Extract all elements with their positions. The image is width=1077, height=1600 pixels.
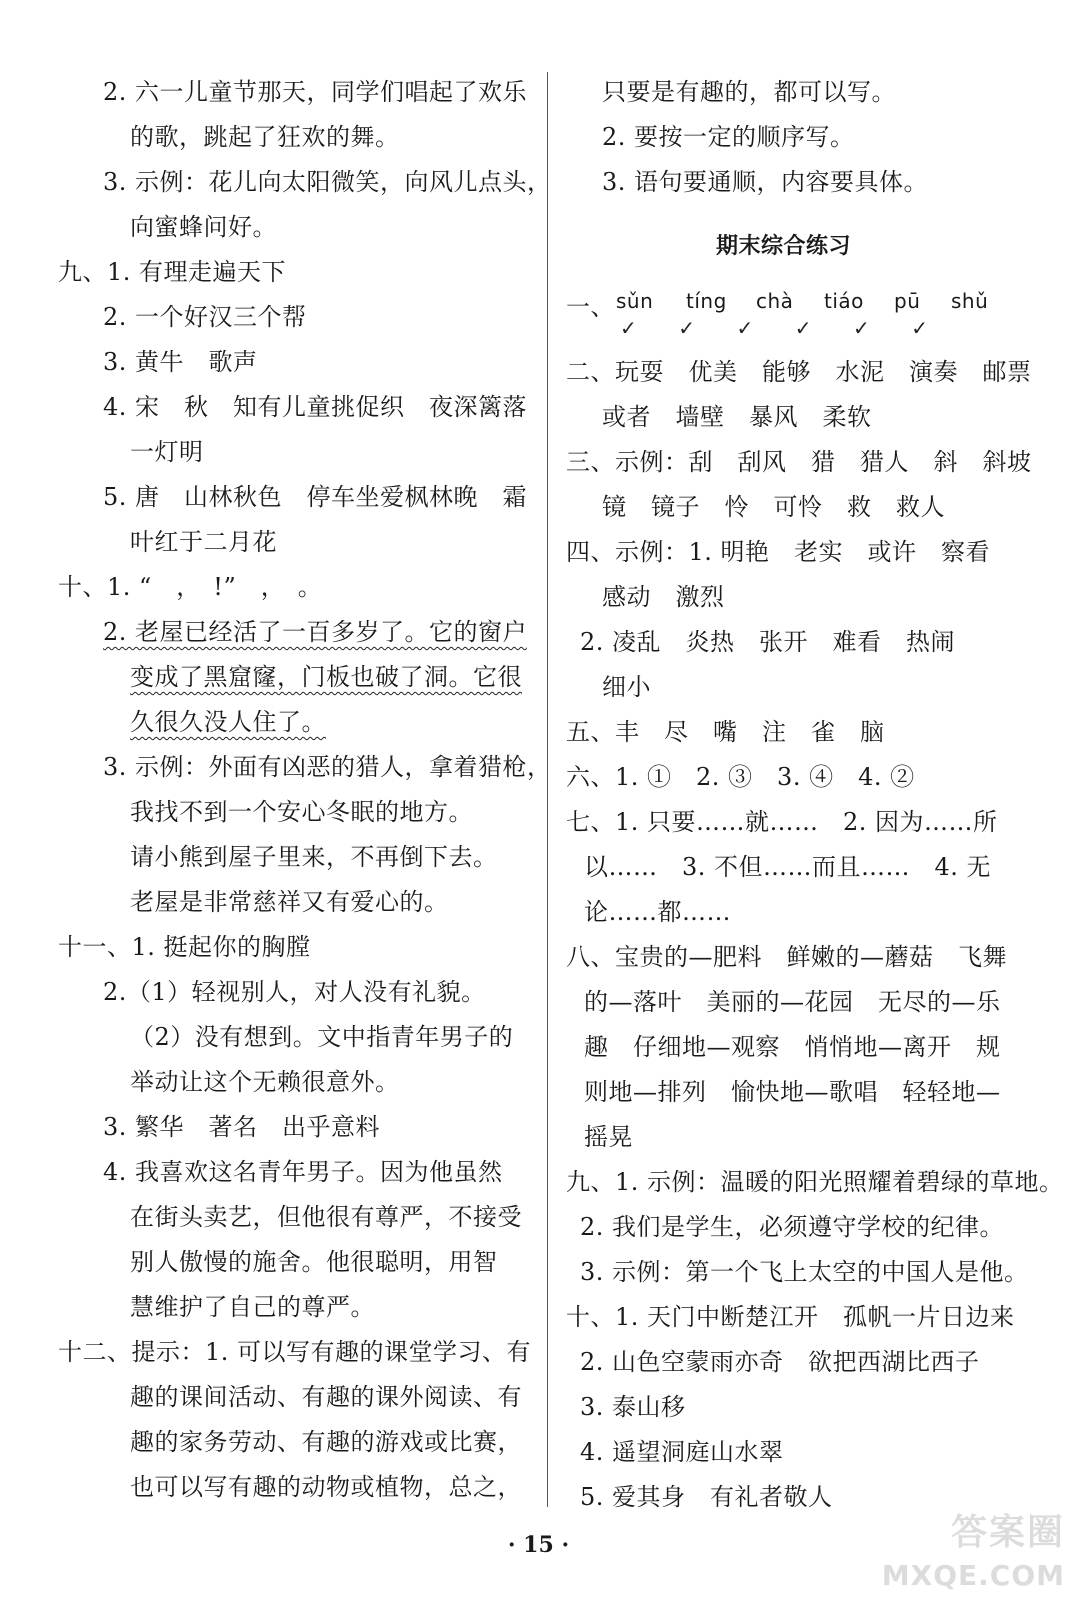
page-number: · 15 · — [507, 1532, 570, 1558]
answer-line: 叶红于二月花 — [130, 528, 277, 556]
answer-line: 3. 语句要通顺，内容要具体。 — [602, 168, 929, 196]
pinyin-item: pū — [894, 289, 921, 313]
answer-line: 2. 凌乱 炎热 张开 难看 热闹 — [580, 628, 956, 656]
answer-line: 十、1. “ ， !” ， 。 — [58, 573, 323, 601]
answer-line: 或者 墙壁 暴风 柔软 — [602, 403, 872, 431]
answer-line: 的—落叶 美丽的—花园 无尽的—乐 — [584, 988, 1001, 1016]
answer-line: 趣的家务劳动、有趣的游戏或比赛， — [130, 1428, 522, 1456]
answer-line: 六、1. ① 2. ③ 3. ④ 4. ② — [566, 763, 915, 791]
section-title: 期末综合练习 — [716, 234, 852, 259]
answer-line: 摇晃 — [584, 1123, 633, 1151]
answer-line: 4. 我喜欢这名青年男子。因为他虽然 — [103, 1158, 503, 1186]
answer-line: 3. 示例：外面有凶恶的猎人，拿着猎枪， — [103, 753, 552, 781]
watermark-logo — [881, 1504, 1065, 1592]
answer-line: 4. 宋 秋 知有儿童挑促织 夜深篱落 — [103, 393, 528, 421]
answer-line: 论……都…… — [584, 898, 731, 926]
answer-line: 慧维护了自己的尊严。 — [130, 1293, 375, 1321]
column-divider — [547, 72, 548, 1507]
answer-line: 一、 — [566, 293, 615, 321]
answer-line: 也可以写有趣的动物或植物，总之， — [130, 1473, 522, 1501]
answer-line: 镜 镜子 怜 可怜 救 救人 — [602, 493, 945, 521]
pinyin-item: sǔn — [616, 289, 654, 313]
answer-line: 3. 示例：花儿向太阳微笑，向风儿点头， — [103, 168, 552, 196]
checkmark-row: ✓ ✓ ✓ ✓ ✓ ✓ — [620, 316, 929, 340]
answer-line: 的歌，跳起了狂欢的舞。 — [130, 123, 400, 151]
answer-line: 只要是有趣的，都可以写。 — [602, 78, 896, 106]
answer-line: 以…… 3. 不但……而且…… 4. 无 — [584, 853, 992, 881]
pinyin-item: chà — [756, 289, 794, 313]
answer-line: 2.（1）轻视别人，对人没有礼貌。 — [103, 978, 486, 1006]
pinyin-item: shǔ — [951, 289, 989, 313]
answer-line: 七、1. 只要……就…… 2. 因为……所 — [566, 808, 998, 836]
answer-line: 4. 遥望洞庭山水翠 — [580, 1438, 784, 1466]
pinyin-item: tíng — [686, 289, 727, 313]
answer-line: 十二、提示：1. 可以写有趣的课堂学习、有 — [58, 1338, 532, 1366]
answer-line: 五、丰 尽 嘴 注 雀 脑 — [566, 718, 885, 746]
answer-line: 三、示例：刮 刮风 猎 猎人 斜 斜坡 — [566, 448, 1032, 476]
answer-line: 久很久没人住了。 — [130, 708, 326, 736]
answer-line: 一灯明 — [130, 438, 204, 466]
answer-line: 九、1. 示例：温暖的阳光照耀着碧绿的草地。 — [566, 1168, 1064, 1196]
answer-line: 5. 爱其身 有礼者敬人 — [580, 1483, 833, 1511]
answer-line: 趣的课间活动、有趣的课外阅读、有 — [130, 1383, 522, 1411]
answer-line: 老屋是非常慈祥又有爱心的。 — [130, 888, 449, 916]
answer-line: 变成了黑窟窿，门板也破了洞。它很 — [130, 663, 522, 691]
answer-line: 3. 示例：第一个飞上太空的中国人是他。 — [580, 1258, 1029, 1286]
answer-line: 九、1. 有理走遍天下 — [58, 258, 287, 286]
answer-line: 十一、1. 挺起你的胸膛 — [58, 933, 311, 961]
answer-line: 细小 — [602, 673, 651, 701]
answer-line: 八、宝贵的—肥料 鲜嫩的—蘑菇 飞舞 — [566, 943, 1007, 971]
answer-line: 2. 要按一定的顺序写。 — [602, 123, 855, 151]
answer-line: 感动 激烈 — [602, 583, 725, 611]
answer-line: 二、玩耍 优美 能够 水泥 演奏 邮票 — [566, 358, 1032, 386]
answer-line: 我找不到一个安心冬眠的地方。 — [130, 798, 473, 826]
answer-line: 则地—排列 愉快地—歌唱 轻轻地— — [584, 1078, 1001, 1106]
watermark-text: 答案圈 — [950, 1512, 1065, 1553]
answer-line: 向蜜蜂问好。 — [130, 213, 277, 241]
answer-line: 趣 仔细地—观察 悄悄地—离开 规 — [584, 1033, 1001, 1061]
answer-line: 2. 我们是学生，必须遵守学校的纪律。 — [580, 1213, 1005, 1241]
answer-line: 在街头卖艺，但他很有尊严，不接受 — [130, 1203, 522, 1231]
answer-line: 3. 繁华 著名 出乎意料 — [103, 1113, 381, 1141]
answer-line: 2. 山色空蒙雨亦奇 欲把西湖比西子 — [580, 1348, 980, 1376]
answer-line: 别人傲慢的施舍。他很聪明，用智 — [130, 1248, 498, 1276]
answer-line: 十、1. 天门中断楚江开 孤帆一片日边来 — [566, 1303, 1015, 1331]
answer-line: 四、示例：1. 明艳 老实 或许 察看 — [566, 538, 991, 566]
answer-line: 3. 泰山移 — [580, 1393, 686, 1421]
pinyin-item: tiáo — [824, 289, 864, 313]
answer-line: 2. 六一儿童节那天，同学们唱起了欢乐 — [103, 78, 528, 106]
answer-line: 2. 一个好汉三个帮 — [103, 303, 307, 331]
answer-line: 请小熊到屋子里来，不再倒下去。 — [130, 843, 498, 871]
answer-line: （2）没有想到。文中指青年男子的 — [130, 1023, 514, 1051]
answer-line: 3. 黄牛 歌声 — [103, 348, 258, 376]
watermark-url: MXQE.COM — [881, 1559, 1065, 1592]
answer-line: 举动让这个无赖很意外。 — [130, 1068, 400, 1096]
answer-line: 2. 老屋已经活了一百多岁了。它的窗户 — [103, 618, 528, 646]
answer-line: 5. 唐 山林秋色 停车坐爱枫林晚 霜 — [103, 483, 528, 511]
